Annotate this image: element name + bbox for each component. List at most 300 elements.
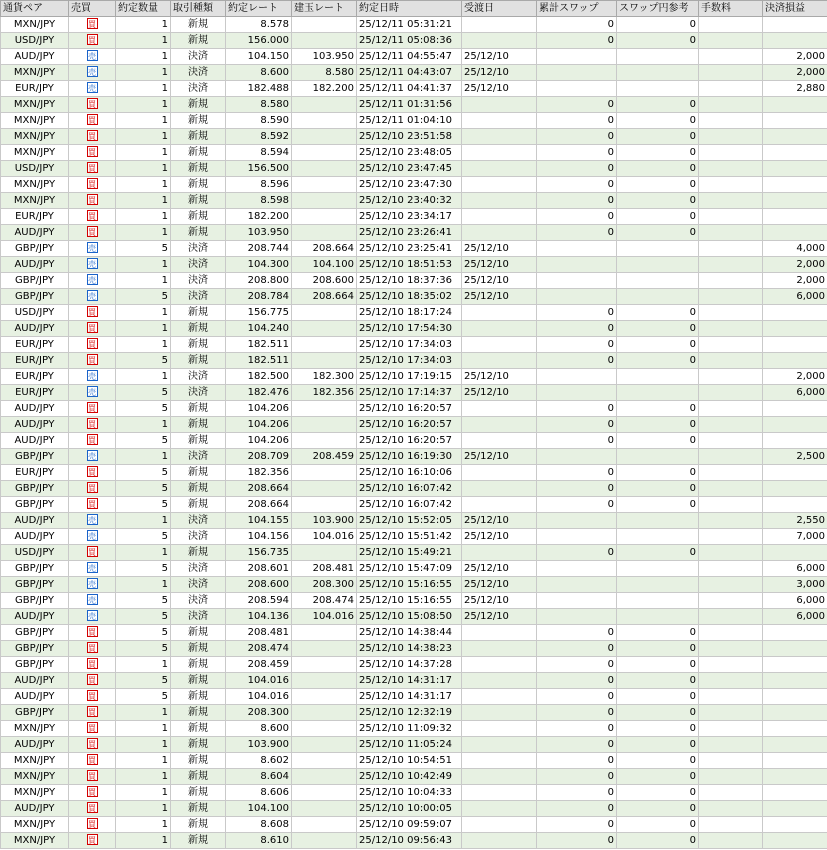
cell-pair: MXN/JPY xyxy=(1,177,69,193)
cell-pl: 7,000 xyxy=(763,529,827,545)
sell-badge: 売 xyxy=(88,452,96,461)
cell-delivery: 25/12/10 xyxy=(462,369,537,385)
cell-fee xyxy=(699,593,763,609)
buy-badge: 買 xyxy=(88,164,96,173)
cell-date: 25/12/10 14:31:17 xyxy=(357,689,462,705)
cell-date: 25/12/11 04:55:47 xyxy=(357,49,462,65)
cell-pair: GBP/JPY xyxy=(1,641,69,657)
cell-side xyxy=(69,593,116,609)
cell-qty: 1 xyxy=(116,801,171,817)
cell-swap: 0 xyxy=(537,417,617,433)
cell-pos-rate xyxy=(292,433,357,449)
cell-delivery xyxy=(462,705,537,721)
cell-qty: 1 xyxy=(116,337,171,353)
cell-swap: 0 xyxy=(537,113,617,129)
table-row[interactable] xyxy=(1,545,827,561)
table-row[interactable] xyxy=(1,769,827,785)
table-row[interactable] xyxy=(1,225,827,241)
table-row[interactable] xyxy=(1,833,827,849)
col-header-rate[interactable]: 約定レート xyxy=(226,1,292,17)
cell-swap: 0 xyxy=(537,721,617,737)
cell-kind: 新規 xyxy=(171,465,226,481)
table-row[interactable] xyxy=(1,209,827,225)
cell-pos-rate xyxy=(292,321,357,337)
cell-date: 25/12/10 10:42:49 xyxy=(357,769,462,785)
cell-swap: 0 xyxy=(537,817,617,833)
cell-fee xyxy=(699,305,763,321)
table-row[interactable] xyxy=(1,721,827,737)
cell-kind: 決済 xyxy=(171,49,226,65)
cell-pair: MXN/JPY xyxy=(1,145,69,161)
cell-date: 25/12/10 15:47:09 xyxy=(357,561,462,577)
cell-date: 25/12/10 23:47:45 xyxy=(357,161,462,177)
table-row[interactable] xyxy=(1,129,827,145)
cell-pl xyxy=(763,769,827,785)
cell-swap-ref: 0 xyxy=(617,673,699,689)
cell-kind: 新規 xyxy=(171,33,226,49)
buy-badge: 買 xyxy=(88,20,96,29)
cell-rate: 8.600 xyxy=(226,721,292,737)
cell-side xyxy=(69,417,116,433)
cell-pl: 6,000 xyxy=(763,593,827,609)
table-row[interactable] xyxy=(1,497,827,513)
cell-delivery xyxy=(462,817,537,833)
cell-swap: 0 xyxy=(537,353,617,369)
cell-pair: MXN/JPY xyxy=(1,753,69,769)
cell-fee xyxy=(699,161,763,177)
cell-swap: 0 xyxy=(537,833,617,849)
table-row[interactable] xyxy=(1,161,827,177)
cell-side xyxy=(69,257,116,273)
cell-qty: 1 xyxy=(116,817,171,833)
cell-swap-ref: 0 xyxy=(617,625,699,641)
table-row[interactable] xyxy=(1,289,827,305)
cell-kind: 新規 xyxy=(171,305,226,321)
cell-side xyxy=(69,673,116,689)
cell-swap: 0 xyxy=(537,33,617,49)
cell-pair: MXN/JPY xyxy=(1,129,69,145)
col-header-pos-rate[interactable]: 建玉レート xyxy=(292,1,357,17)
table-row[interactable] xyxy=(1,817,827,833)
cell-date: 25/12/10 14:37:28 xyxy=(357,657,462,673)
cell-pl xyxy=(763,801,827,817)
table-row[interactable] xyxy=(1,385,827,401)
table-row[interactable] xyxy=(1,369,827,385)
table-row[interactable] xyxy=(1,353,827,369)
col-header-swap-ref[interactable]: スワップ円参考 xyxy=(617,1,699,17)
cell-swap: 0 xyxy=(537,801,617,817)
col-header-pair[interactable]: 通貨ペア xyxy=(1,1,69,17)
cell-qty: 5 xyxy=(116,593,171,609)
cell-swap: 0 xyxy=(537,689,617,705)
cell-pos-rate: 182.300 xyxy=(292,369,357,385)
cell-kind: 決済 xyxy=(171,529,226,545)
cell-rate: 182.200 xyxy=(226,209,292,225)
table-row[interactable] xyxy=(1,577,827,593)
cell-qty: 1 xyxy=(116,161,171,177)
cell-date: 25/12/10 15:08:50 xyxy=(357,609,462,625)
cell-pair: AUD/JPY xyxy=(1,417,69,433)
cell-fee xyxy=(699,193,763,209)
table-row[interactable] xyxy=(1,193,827,209)
cell-pair: MXN/JPY xyxy=(1,769,69,785)
cell-rate: 208.459 xyxy=(226,657,292,673)
cell-rate: 208.664 xyxy=(226,481,292,497)
col-header-delivery[interactable]: 受渡日 xyxy=(462,1,537,17)
cell-pair: AUD/JPY xyxy=(1,689,69,705)
cell-pos-rate xyxy=(292,113,357,129)
cell-swap: 0 xyxy=(537,129,617,145)
cell-delivery xyxy=(462,753,537,769)
cell-rate: 8.602 xyxy=(226,753,292,769)
cell-swap: 0 xyxy=(537,481,617,497)
cell-swap-ref: 0 xyxy=(617,465,699,481)
table-row[interactable] xyxy=(1,673,827,689)
cell-pl: 2,000 xyxy=(763,273,827,289)
cell-side xyxy=(69,577,116,593)
table-row[interactable] xyxy=(1,753,827,769)
cell-qty: 1 xyxy=(116,177,171,193)
cell-fee xyxy=(699,721,763,737)
table-row[interactable] xyxy=(1,657,827,673)
cell-pos-rate: 208.481 xyxy=(292,561,357,577)
cell-pair: EUR/JPY xyxy=(1,81,69,97)
cell-qty: 1 xyxy=(116,113,171,129)
cell-qty: 5 xyxy=(116,353,171,369)
table-row[interactable] xyxy=(1,705,827,721)
cell-rate: 8.592 xyxy=(226,129,292,145)
cell-date: 25/12/10 16:20:57 xyxy=(357,401,462,417)
cell-swap-ref: 0 xyxy=(617,817,699,833)
cell-swap-ref xyxy=(617,577,699,593)
cell-pair: GBP/JPY xyxy=(1,273,69,289)
cell-rate: 156.500 xyxy=(226,161,292,177)
col-header-side[interactable]: 売買 xyxy=(69,1,116,17)
cell-pos-rate xyxy=(292,337,357,353)
sell-badge: 売 xyxy=(88,596,96,605)
cell-side xyxy=(69,385,116,401)
cell-kind: 決済 xyxy=(171,289,226,305)
cell-kind: 決済 xyxy=(171,577,226,593)
cell-fee xyxy=(699,561,763,577)
table-row[interactable] xyxy=(1,401,827,417)
cell-pair: EUR/JPY xyxy=(1,353,69,369)
cell-swap xyxy=(537,369,617,385)
cell-side xyxy=(69,753,116,769)
cell-pl xyxy=(763,705,827,721)
cell-qty: 1 xyxy=(116,657,171,673)
cell-rate: 208.800 xyxy=(226,273,292,289)
cell-swap xyxy=(537,449,617,465)
cell-date: 25/12/10 17:14:37 xyxy=(357,385,462,401)
cell-delivery: 25/12/10 xyxy=(462,449,537,465)
cell-pl xyxy=(763,641,827,657)
buy-badge: 買 xyxy=(88,100,96,109)
cell-kind: 新規 xyxy=(171,737,226,753)
cell-pl xyxy=(763,129,827,145)
cell-qty: 1 xyxy=(116,225,171,241)
cell-pl xyxy=(763,145,827,161)
cell-pl xyxy=(763,673,827,689)
cell-kind: 新規 xyxy=(171,817,226,833)
cell-swap: 0 xyxy=(537,305,617,321)
cell-qty: 1 xyxy=(116,129,171,145)
cell-pair: AUD/JPY xyxy=(1,737,69,753)
cell-swap: 0 xyxy=(537,177,617,193)
cell-rate: 208.300 xyxy=(226,705,292,721)
sell-badge: 売 xyxy=(88,276,96,285)
cell-kind: 新規 xyxy=(171,545,226,561)
cell-pair: GBP/JPY xyxy=(1,593,69,609)
cell-fee xyxy=(699,337,763,353)
cell-swap-ref: 0 xyxy=(617,353,699,369)
cell-date: 25/12/10 16:07:42 xyxy=(357,481,462,497)
cell-delivery xyxy=(462,433,537,449)
cell-pl: 4,000 xyxy=(763,241,827,257)
table-row[interactable] xyxy=(1,97,827,113)
cell-date: 25/12/10 23:40:32 xyxy=(357,193,462,209)
cell-side xyxy=(69,481,116,497)
cell-pl: 6,000 xyxy=(763,289,827,305)
cell-delivery xyxy=(462,497,537,513)
cell-swap-ref xyxy=(617,513,699,529)
cell-delivery xyxy=(462,193,537,209)
cell-date: 25/12/10 23:48:05 xyxy=(357,145,462,161)
cell-date: 25/12/10 15:52:05 xyxy=(357,513,462,529)
table-row[interactable] xyxy=(1,113,827,129)
cell-pos-rate xyxy=(292,545,357,561)
cell-pair: GBP/JPY xyxy=(1,449,69,465)
cell-rate: 104.206 xyxy=(226,433,292,449)
cell-side xyxy=(69,113,116,129)
cell-pl xyxy=(763,785,827,801)
col-header-date[interactable]: 約定日時 xyxy=(357,1,462,17)
buy-badge: 買 xyxy=(88,820,96,829)
cell-pair: AUD/JPY xyxy=(1,513,69,529)
sell-badge: 売 xyxy=(88,244,96,253)
col-header-pl[interactable]: 決済損益 xyxy=(763,1,827,17)
cell-pos-rate xyxy=(292,481,357,497)
cell-delivery xyxy=(462,785,537,801)
cell-kind: 新規 xyxy=(171,641,226,657)
table-row[interactable] xyxy=(1,65,827,81)
cell-kind: 新規 xyxy=(171,145,226,161)
cell-rate: 182.476 xyxy=(226,385,292,401)
table-row[interactable] xyxy=(1,513,827,529)
cell-qty: 5 xyxy=(116,433,171,449)
table-row[interactable] xyxy=(1,321,827,337)
cell-delivery xyxy=(462,625,537,641)
cell-fee xyxy=(699,705,763,721)
buy-badge: 買 xyxy=(88,356,96,365)
cell-rate: 104.155 xyxy=(226,513,292,529)
sell-badge: 売 xyxy=(88,52,96,61)
cell-swap: 0 xyxy=(537,737,617,753)
cell-qty: 5 xyxy=(116,609,171,625)
table-row[interactable] xyxy=(1,49,827,65)
cell-qty: 5 xyxy=(116,401,171,417)
cell-rate: 156.000 xyxy=(226,33,292,49)
cell-pl: 2,000 xyxy=(763,257,827,273)
cell-qty: 5 xyxy=(116,625,171,641)
cell-rate: 8.608 xyxy=(226,817,292,833)
cell-pl xyxy=(763,545,827,561)
cell-fee xyxy=(699,833,763,849)
buy-badge: 買 xyxy=(88,196,96,205)
table-row[interactable] xyxy=(1,305,827,321)
cell-kind: 決済 xyxy=(171,513,226,529)
cell-fee xyxy=(699,657,763,673)
cell-swap-ref: 0 xyxy=(617,753,699,769)
table-row[interactable] xyxy=(1,625,827,641)
cell-rate: 104.156 xyxy=(226,529,292,545)
cell-rate: 182.356 xyxy=(226,465,292,481)
table-row[interactable] xyxy=(1,145,827,161)
table-row[interactable] xyxy=(1,273,827,289)
cell-rate: 208.709 xyxy=(226,449,292,465)
col-header-swap[interactable]: 累計スワップ xyxy=(537,1,617,17)
cell-pl xyxy=(763,113,827,129)
cell-pair: GBP/JPY xyxy=(1,625,69,641)
cell-pos-rate: 208.474 xyxy=(292,593,357,609)
table-row[interactable] xyxy=(1,801,827,817)
cell-swap-ref: 0 xyxy=(617,129,699,145)
table-row[interactable] xyxy=(1,417,827,433)
cell-pl: 2,000 xyxy=(763,65,827,81)
cell-pair: AUD/JPY xyxy=(1,321,69,337)
cell-fee xyxy=(699,609,763,625)
table-row[interactable] xyxy=(1,561,827,577)
table-row[interactable] xyxy=(1,529,827,545)
table-row[interactable] xyxy=(1,465,827,481)
cell-side xyxy=(69,817,116,833)
cell-fee xyxy=(699,17,763,33)
table-row[interactable] xyxy=(1,433,827,449)
cell-pos-rate xyxy=(292,673,357,689)
table-row[interactable] xyxy=(1,81,827,97)
cell-pair: MXN/JPY xyxy=(1,113,69,129)
cell-swap-ref: 0 xyxy=(617,721,699,737)
cell-swap-ref: 0 xyxy=(617,417,699,433)
cell-rate: 104.206 xyxy=(226,417,292,433)
col-header-fee[interactable]: 手数料 xyxy=(699,1,763,17)
cell-date: 25/12/11 04:43:07 xyxy=(357,65,462,81)
buy-badge: 買 xyxy=(88,788,96,797)
col-header-kind[interactable]: 取引種類 xyxy=(171,1,226,17)
cell-kind: 新規 xyxy=(171,353,226,369)
table-row[interactable] xyxy=(1,241,827,257)
col-header-qty[interactable]: 約定数量 xyxy=(116,1,171,17)
cell-delivery xyxy=(462,209,537,225)
cell-pos-rate xyxy=(292,737,357,753)
cell-fee xyxy=(699,33,763,49)
cell-swap: 0 xyxy=(537,161,617,177)
cell-swap-ref: 0 xyxy=(617,177,699,193)
cell-fee xyxy=(699,481,763,497)
cell-swap-ref: 0 xyxy=(617,145,699,161)
cell-rate: 104.300 xyxy=(226,257,292,273)
cell-qty: 1 xyxy=(116,257,171,273)
cell-delivery: 25/12/10 xyxy=(462,577,537,593)
table-row[interactable] xyxy=(1,257,827,273)
cell-fee xyxy=(699,465,763,481)
cell-kind: 新規 xyxy=(171,129,226,145)
cell-kind: 新規 xyxy=(171,785,226,801)
cell-qty: 1 xyxy=(116,417,171,433)
sell-badge: 売 xyxy=(88,516,96,525)
cell-kind: 新規 xyxy=(171,401,226,417)
cell-qty: 5 xyxy=(116,289,171,305)
cell-pair: GBP/JPY xyxy=(1,657,69,673)
cell-pl xyxy=(763,305,827,321)
cell-delivery: 25/12/10 xyxy=(462,257,537,273)
cell-fee xyxy=(699,401,763,417)
cell-pl xyxy=(763,417,827,433)
buy-badge: 買 xyxy=(88,308,96,317)
cell-pl xyxy=(763,625,827,641)
cell-delivery xyxy=(462,545,537,561)
cell-pair: GBP/JPY xyxy=(1,705,69,721)
table-row[interactable] xyxy=(1,177,827,193)
buy-badge: 買 xyxy=(88,324,96,333)
table-row[interactable] xyxy=(1,737,827,753)
cell-delivery xyxy=(462,801,537,817)
cell-pl xyxy=(763,817,827,833)
table-row[interactable] xyxy=(1,785,827,801)
cell-qty: 1 xyxy=(116,513,171,529)
cell-pair: MXN/JPY xyxy=(1,97,69,113)
cell-pos-rate: 182.356 xyxy=(292,385,357,401)
buy-badge: 買 xyxy=(88,660,96,669)
cell-pos-rate: 103.900 xyxy=(292,513,357,529)
table-row[interactable] xyxy=(1,609,827,625)
cell-pl: 3,000 xyxy=(763,577,827,593)
cell-rate: 8.598 xyxy=(226,193,292,209)
table-row[interactable] xyxy=(1,17,827,33)
cell-fee xyxy=(699,449,763,465)
table-row[interactable] xyxy=(1,641,827,657)
cell-delivery: 25/12/10 xyxy=(462,241,537,257)
cell-date: 25/12/10 15:51:42 xyxy=(357,529,462,545)
sell-badge: 売 xyxy=(88,388,96,397)
cell-date: 25/12/10 23:47:30 xyxy=(357,177,462,193)
table-row[interactable] xyxy=(1,33,827,49)
table-row[interactable] xyxy=(1,337,827,353)
header-row xyxy=(1,1,827,17)
table-row[interactable] xyxy=(1,689,827,705)
cell-kind: 決済 xyxy=(171,609,226,625)
cell-pos-rate xyxy=(292,817,357,833)
cell-rate: 208.744 xyxy=(226,241,292,257)
cell-pl xyxy=(763,401,827,417)
cell-swap-ref: 0 xyxy=(617,801,699,817)
cell-pl xyxy=(763,97,827,113)
cell-pl: 6,000 xyxy=(763,609,827,625)
cell-pair: GBP/JPY xyxy=(1,481,69,497)
cell-side xyxy=(69,337,116,353)
cell-swap: 0 xyxy=(537,753,617,769)
sell-badge: 売 xyxy=(88,372,96,381)
table-row[interactable] xyxy=(1,481,827,497)
cell-pos-rate: 104.016 xyxy=(292,529,357,545)
cell-pos-rate xyxy=(292,145,357,161)
cell-side xyxy=(69,129,116,145)
table-row[interactable] xyxy=(1,593,827,609)
table-row[interactable] xyxy=(1,449,827,465)
cell-swap xyxy=(537,513,617,529)
cell-delivery: 25/12/10 xyxy=(462,273,537,289)
cell-pos-rate xyxy=(292,833,357,849)
